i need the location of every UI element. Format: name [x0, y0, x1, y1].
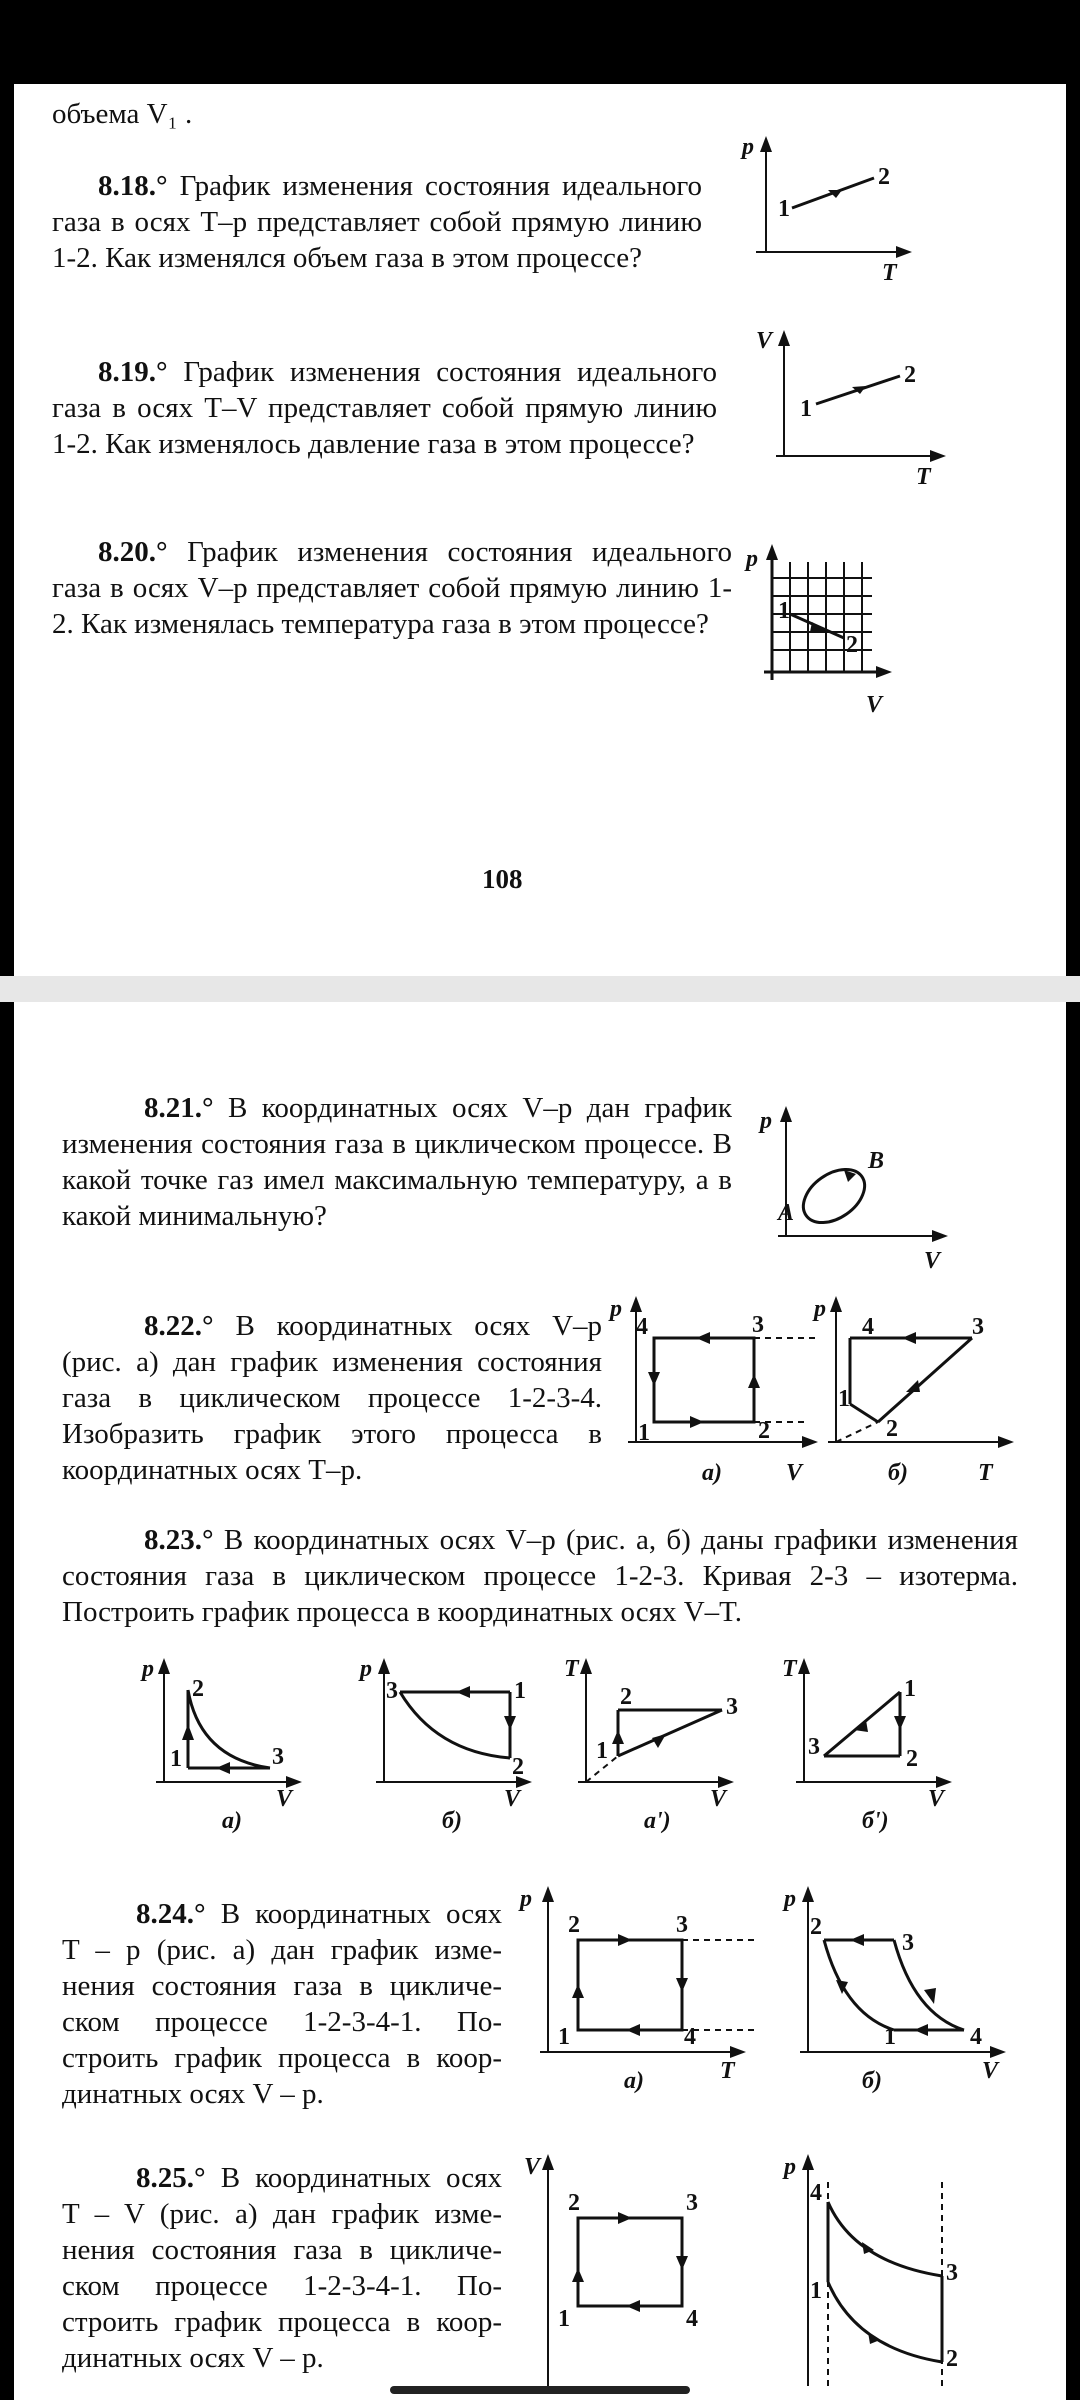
- book-page-108: [14, 84, 1066, 976]
- arrow-icon: [504, 1716, 516, 1730]
- arrow-icon: [850, 1934, 864, 1946]
- arrow-icon: [930, 450, 946, 462]
- axis-label-p: p: [814, 1296, 826, 1322]
- figure-8-23a-prime: [562, 1656, 742, 1832]
- caption-b: б): [442, 1808, 462, 1834]
- arrow-icon: [158, 1658, 170, 1674]
- point-2: 2: [810, 1914, 822, 1940]
- arrow-icon: [216, 1762, 230, 1774]
- axis-label-T: T: [564, 1656, 579, 1682]
- arrow-icon: [932, 1230, 948, 1242]
- point-4: 4: [636, 1314, 648, 1340]
- axis-label-V: V: [276, 1786, 293, 1812]
- process-line: [878, 1338, 972, 1422]
- axis-label-p: p: [742, 134, 754, 160]
- caption-a: а): [624, 2068, 644, 2094]
- point-4: 4: [810, 2180, 822, 2206]
- point-4: 4: [686, 2306, 698, 2332]
- point-3: 3: [946, 2260, 958, 2286]
- arrow-icon: [902, 1332, 916, 1344]
- problem-text: В координатных осях T – V (рис. а) дан график изменения состояния газа в циклическом процессе 1-2-3-4-1. Построить график процесса в координатных осях V – p.: [62, 2162, 502, 2374]
- axis-label-T: T: [720, 2058, 735, 2084]
- figure-8-23a: [140, 1656, 310, 1832]
- axis-label-p: p: [142, 1656, 154, 1682]
- figure-8-23b: [360, 1656, 540, 1832]
- arrow-icon: [798, 1658, 810, 1674]
- figure-8-25b: [784, 2152, 1014, 2398]
- problem-text: График изменения состояния идеального газа в осях V–p представляет собой прямую линию 1-2. Как изменялась температура газа в этом процессе?: [52, 536, 732, 640]
- axis-label-T: T: [782, 1656, 797, 1682]
- arrow-icon: [456, 1686, 470, 1698]
- axis-label-p: p: [784, 1886, 796, 1912]
- figure-8-23b-prime: [780, 1656, 960, 1832]
- axis-label-p: p: [610, 1296, 622, 1322]
- arrow-icon: [802, 1436, 818, 1448]
- arrow-icon: [914, 2024, 928, 2036]
- problem-8-21: [62, 1090, 732, 1234]
- point-1: 1: [800, 396, 812, 422]
- axis-label-V: V: [504, 1786, 521, 1812]
- isotherm-curve: [400, 1692, 510, 1758]
- point-4: 4: [862, 1314, 874, 1340]
- caption-a: а): [222, 1808, 242, 1834]
- problem-8-24: [62, 1896, 502, 2112]
- arrow-icon: [580, 1658, 592, 1674]
- arrow-icon: [876, 666, 892, 678]
- axis-label-T: T: [882, 260, 897, 286]
- caption-b: б): [862, 2068, 882, 2094]
- point-2: 2: [512, 1754, 524, 1780]
- arrow-icon: [924, 1988, 936, 2004]
- book-page-109: [14, 1002, 1066, 2400]
- caption-b-prime: б'): [862, 1808, 889, 1834]
- problem-8-23: [62, 1522, 1018, 1630]
- point-1: 1: [558, 2024, 570, 2050]
- figure-8-24a: [514, 1884, 754, 2094]
- point-1: 1: [778, 196, 790, 222]
- arrow-icon: [894, 1716, 906, 1730]
- home-indicator[interactable]: [390, 2386, 690, 2394]
- figure-8-24b: [784, 1884, 1014, 2094]
- caption-a: а): [702, 1460, 722, 1486]
- point-1: 1: [558, 2306, 570, 2332]
- point-2: 2: [906, 1746, 918, 1772]
- problem-text: В координатных осях V–p (рис. а) дан график изменения состояния газа в циклическом процессе 1-2-3-4. Изобразить график этого процесса в координатных осях T–p.: [62, 1310, 603, 1486]
- figure-8-22b: [814, 1294, 1022, 1486]
- axis-label-V: V: [524, 2154, 541, 2180]
- point-3: 3: [726, 1694, 738, 1720]
- axis-label-T: T: [978, 1460, 993, 1486]
- arrow-icon: [730, 2046, 746, 2058]
- point-3: 3: [808, 1734, 820, 1760]
- problem-text: В координатных осях T – p (рис. а) дан график изменения состояния газа в циклическом процессе 1-2-3-4-1. Построить график процесса в координатных осях V – p.: [62, 1898, 502, 2110]
- problem-number: 8.25.°: [136, 2162, 206, 2194]
- point-3: 3: [272, 1744, 284, 1770]
- axis-label-T: T: [916, 464, 931, 490]
- problem-8-19: [52, 354, 717, 462]
- axis-label-V: V: [982, 2058, 999, 2084]
- arrow-icon: [854, 1720, 868, 1732]
- arrow-icon: [690, 1416, 704, 1428]
- point-3: 3: [386, 1678, 398, 1704]
- figure-8-22a: [606, 1294, 826, 1484]
- arrow-icon: [378, 1658, 390, 1674]
- arrow-icon: [906, 1380, 920, 1392]
- arrow-icon: [778, 330, 790, 346]
- axis-label-p: p: [520, 1886, 532, 1912]
- arrow-icon: [998, 1436, 1014, 1448]
- caption-b: б): [888, 1460, 908, 1486]
- point-3: 3: [972, 1314, 984, 1340]
- problem-number: 8.18.°: [98, 170, 168, 202]
- arrow-icon: [572, 1984, 584, 1998]
- axis-label-p: p: [784, 2154, 796, 2180]
- point-1: 1: [778, 598, 790, 624]
- figure-8-25a: [514, 2152, 754, 2398]
- cycle-curve: [794, 1158, 875, 1233]
- top-text: объема V₁ .: [52, 98, 193, 130]
- point-3: 3: [752, 1312, 764, 1338]
- arrow-icon: [542, 1886, 554, 1902]
- point-1: 1: [596, 1738, 608, 1764]
- point-1: 1: [638, 1420, 650, 1446]
- figure-8-21: [756, 1102, 956, 1272]
- axis-label-p: p: [360, 1656, 372, 1682]
- arrow-icon: [990, 2046, 1006, 2058]
- arrow-icon: [676, 1978, 688, 1992]
- cycle-rectangle: [578, 2218, 682, 2306]
- problem-number: 8.24.°: [136, 1898, 206, 1930]
- axis-label-p: p: [746, 546, 758, 572]
- point-B: B: [868, 1148, 885, 1174]
- point-1: 1: [838, 1386, 850, 1412]
- point-4: 4: [970, 2024, 982, 2050]
- point-2: 2: [192, 1676, 204, 1702]
- page-gap: [0, 976, 1080, 1002]
- point-2: 2: [620, 1684, 632, 1710]
- axis-label-V: V: [756, 328, 773, 354]
- problem-number: 8.21.°: [144, 1092, 214, 1124]
- arrow-icon: [612, 1730, 624, 1744]
- arrow-icon: [810, 622, 826, 632]
- arrow-icon: [760, 136, 772, 152]
- figure-8-18: [732, 132, 912, 286]
- arrow-icon: [748, 1374, 760, 1388]
- problem-text: В координатных осях V–p (рис. а, б) даны графики изменения состояния газа в циклическом процессе 1-2-3. Кривая 2-3 – изотерма. Построить график процесса в координатных осях V–T.: [62, 1524, 1019, 1628]
- page-number: 108: [482, 864, 523, 894]
- point-3: 3: [676, 1912, 688, 1938]
- point-A: A: [778, 1200, 795, 1226]
- isotherm-curve: [828, 2202, 942, 2276]
- arrow-icon: [542, 2154, 554, 2170]
- point-1: 1: [884, 2024, 896, 2050]
- point-2: 2: [568, 1912, 580, 1938]
- arrow-icon: [618, 1934, 632, 1946]
- point-2: 2: [946, 2346, 958, 2372]
- arrow-icon: [868, 2332, 880, 2344]
- arrow-icon: [696, 1332, 710, 1344]
- point-3: 3: [686, 2190, 698, 2216]
- point-3: 3: [902, 1930, 914, 1956]
- problem-text: В координатных осях V–p дан график изменения состояния газа в циклическом процессе. В какой точке газ имел максимальную температуру, а в какой минимальную?: [62, 1092, 732, 1232]
- arrow-icon: [630, 1296, 642, 1312]
- problem-8-20: [52, 534, 732, 642]
- arrow-icon: [766, 544, 778, 560]
- process-line: [850, 1404, 878, 1422]
- problem-8-25: [62, 2160, 502, 2376]
- arrow-icon: [802, 1886, 814, 1902]
- isotherm-curve: [824, 1940, 894, 2030]
- figure-8-19: [750, 324, 950, 490]
- problem-number: 8.19.°: [98, 356, 168, 388]
- problem-number: 8.22.°: [144, 1310, 214, 1342]
- axis-label-p: p: [760, 1108, 772, 1134]
- point-2: 2: [758, 1418, 770, 1444]
- point-1: 1: [904, 1676, 916, 1702]
- process-line: [618, 1710, 722, 1756]
- arrow-icon: [572, 2268, 584, 2282]
- point-1: 1: [170, 1746, 182, 1772]
- isotherm-curve: [828, 2282, 942, 2362]
- arrow-icon: [802, 2154, 814, 2170]
- point-4: 4: [684, 2024, 696, 2050]
- arrow-icon: [652, 1734, 666, 1748]
- problem-number: 8.20.°: [98, 536, 168, 568]
- cycle-rectangle: [654, 1338, 754, 1422]
- arrow-icon: [780, 1106, 792, 1122]
- problem-text: График изменения состояния идеального газа в осях T–V представляет собой прямую линию 1-2. Как изменялось давление газа в этом процессе?: [52, 356, 717, 460]
- problem-text: График изменения состояния идеального газа в осях T–p представляет собой прямую линию 1-2. Как изменялся объем газа в этом процессе?: [52, 170, 702, 274]
- axis-label-V: V: [786, 1460, 803, 1486]
- point-2: 2: [878, 164, 890, 190]
- arrow-icon: [648, 1372, 660, 1386]
- arrow-icon: [830, 1296, 842, 1312]
- arrow-icon: [676, 2256, 688, 2270]
- arrow-icon: [896, 246, 912, 258]
- projection-line: [836, 1422, 878, 1442]
- caption-a-prime: а'): [644, 1808, 671, 1834]
- figure-8-20: [742, 542, 942, 722]
- axis-label-V: V: [928, 1786, 945, 1812]
- point-2: 2: [846, 632, 858, 658]
- point-2: 2: [886, 1416, 898, 1442]
- problem-8-22: [62, 1308, 602, 1488]
- point-1: 1: [810, 2278, 822, 2304]
- point-2: 2: [904, 362, 916, 388]
- arrow-icon: [618, 2212, 632, 2224]
- problem-number: 8.23.°: [144, 1524, 214, 1556]
- arrow-icon: [626, 2024, 640, 2036]
- point-1: 1: [514, 1678, 526, 1704]
- point-2: 2: [568, 2190, 580, 2216]
- arrow-icon: [182, 1724, 194, 1740]
- axis-label-V: V: [710, 1786, 727, 1812]
- problem-8-18: [52, 168, 702, 276]
- axis-label-V: V: [866, 692, 883, 718]
- arrow-icon: [626, 2300, 640, 2312]
- axis-label-V: V: [924, 1248, 941, 1274]
- cycle-rectangle: [578, 1940, 682, 2030]
